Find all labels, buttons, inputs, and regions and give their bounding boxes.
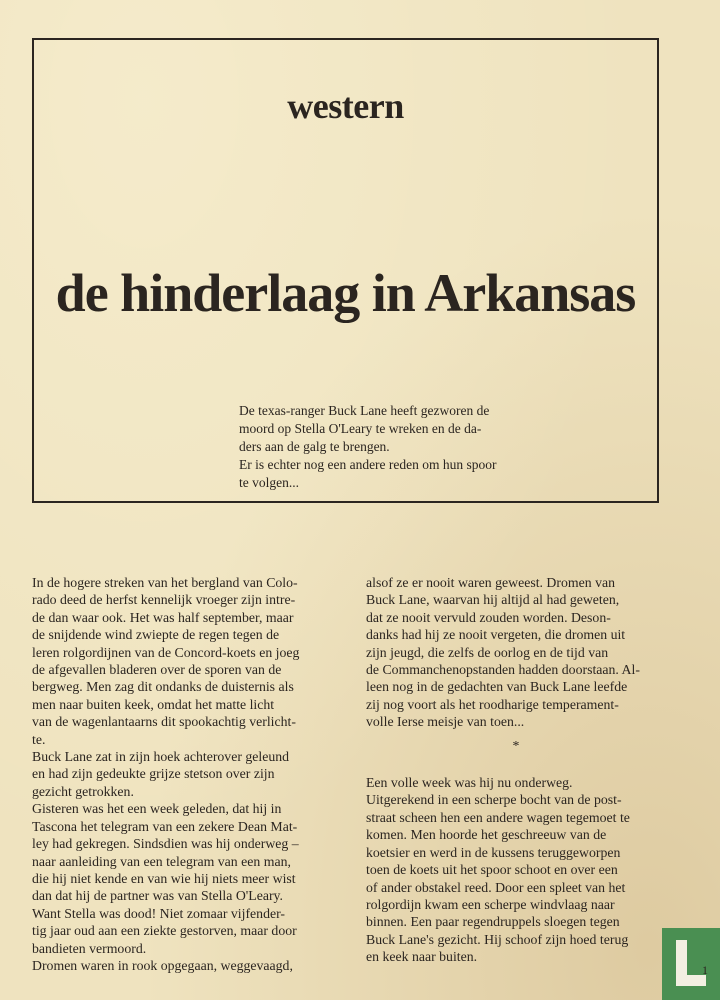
- text-line: komen. Men hoorde het geschreeuw van de: [366, 827, 607, 843]
- page-number: 1: [702, 963, 708, 977]
- text-line: Dromen waren in rook opgegaan, weggevaagd,: [32, 957, 293, 973]
- text-line: straat scheen hen een andere wagen tegemoet te: [366, 809, 630, 825]
- text-line: Buck Lane, waarvan hij altijd al had geweten,: [366, 592, 620, 608]
- intro-line: ders aan de galg te brengen.: [239, 439, 390, 454]
- text-line: naar aanleiding van een telegram van een man,: [32, 853, 291, 869]
- intro-line: Er is echter nog een andere reden om hun spoor: [239, 457, 497, 472]
- text-line: Buck Lane zat in zijn hoek achterover geleund: [32, 749, 290, 765]
- text-line: te.: [32, 731, 46, 747]
- intro-line: te volgen...: [239, 475, 299, 490]
- text-line: koetsier en werd in de kussens teruggeworpen: [366, 844, 621, 860]
- text-line: dat ze nooit vervuld zouden worden. Deson-: [366, 609, 611, 625]
- intro-paragraph: [239, 402, 559, 492]
- text-line: In de hogere streken van het bergland van Colo-: [32, 575, 298, 590]
- text-line: rado deed de herfst kennelijk vroeger zijn intre-: [32, 592, 296, 608]
- text-line: Tascona het telegram van een zekere Dean Mat-: [32, 818, 298, 834]
- text-line: bergweg. Men zag dit ondanks de duisternis als: [32, 679, 294, 695]
- text-line: toen de koets uit het spoor schoot en over een: [366, 862, 618, 878]
- text-line: de snijdende wind zwiepte de regen tegen de: [32, 627, 280, 643]
- body-column-right: [366, 574, 666, 966]
- text-line: of ander obstakel reed. Door een spleet van het: [366, 879, 626, 895]
- body-column-left: [32, 574, 332, 974]
- text-line: leren rolgordijnen van de Concord-koets en joeg: [32, 644, 300, 660]
- text-line: de dan waar ook. Het was half september, maar: [32, 609, 294, 625]
- text-line: de Commanchenopstanden hadden doorstaan. Al-: [366, 662, 640, 678]
- section-separator: *: [512, 737, 520, 753]
- text-line: Uitgerekend in een scherpe bocht van de post-: [366, 792, 622, 808]
- text-line: men naar buiten keek, omdat het matte licht: [32, 696, 275, 712]
- section-label: western: [287, 86, 404, 126]
- text-line: tig jaar oud aan een ziekte gestorven, maar door: [32, 923, 297, 939]
- text-line: de afgevallen bladeren over de sporen van de: [32, 662, 282, 678]
- text-line: binnen. Een paar regendruppels sloegen tegen: [366, 914, 620, 930]
- text-line: en keek naar buiten.: [366, 949, 478, 965]
- text-line: volle Ierse meisje van toen...: [366, 714, 525, 730]
- text-line: leen nog in de gedachten van Buck Lane leefde: [366, 679, 628, 695]
- text-line: rolgordijn kwam een scherpe windvlaag naar: [366, 896, 615, 912]
- title-frame: [32, 38, 659, 503]
- text-line: ley had gekregen. Sindsdien was hij onderweg –: [32, 836, 299, 852]
- text-line: dan dat hij de partner was van Stella O'Leary.: [32, 888, 283, 904]
- text-line: bandieten vermoord.: [32, 940, 147, 956]
- text-line: zijn jeugd, die zelfs de oorlog en de tijd van: [366, 644, 609, 660]
- text-line: zij nog voort als het roodharige temperament-: [366, 696, 619, 712]
- text-line: en had zijn gedeukte grijze stetson over zijn: [32, 766, 275, 782]
- text-line: Buck Lane's gezicht. Hij schoof zijn hoed terug: [366, 931, 629, 947]
- publisher-logo-badge: [662, 928, 720, 1000]
- text-line: van de wagenlantaarns dit spookachtig verlicht-: [32, 714, 296, 730]
- text-line: die hij niet kende en van wie hij niets meer wist: [32, 870, 296, 886]
- text-line: danks had hij ze nooit vergeten, die dromen uit: [366, 627, 626, 643]
- intro-line: De texas-ranger Buck Lane heeft gezworen de: [239, 403, 490, 418]
- story-title: de hinderlaag in Arkansas: [55, 263, 636, 323]
- text-line: alsof ze er nooit waren geweest. Dromen van: [366, 575, 616, 590]
- text-line: gezicht getrokken.: [32, 783, 134, 799]
- text-line: Een volle week was hij nu onderweg.: [366, 775, 573, 791]
- intro-line: moord op Stella O'Leary te wreken en de da-: [239, 421, 482, 436]
- text-line: Want Stella was dood! Niet zomaar vijfender-: [32, 905, 285, 921]
- text-line: Gisteren was het een week geleden, dat hij in: [32, 801, 282, 817]
